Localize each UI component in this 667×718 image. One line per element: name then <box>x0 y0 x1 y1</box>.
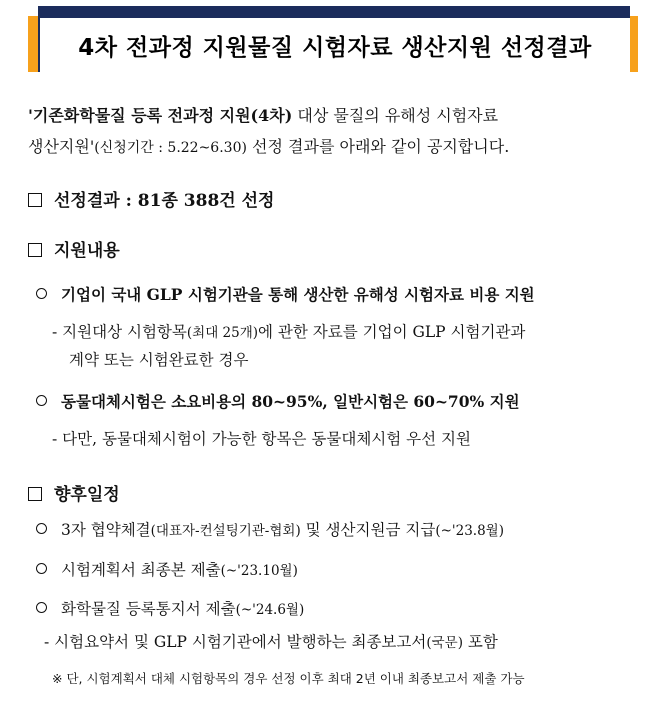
circle-bullet-icon <box>36 563 47 574</box>
schedule-item-3 <box>36 597 304 619</box>
support-item-1-text: 기업이 국내 GLP 시험기관을 통해 생산한 유해성 시험자료 비용 지원 <box>61 285 535 304</box>
schedule-note <box>52 668 525 687</box>
square-bullet-icon <box>28 487 42 501</box>
schedule-sub-small: (국문) <box>426 635 463 651</box>
support-item-1-sub-line2-text: 계약 또는 시험완료한 경우 <box>69 351 249 369</box>
intro-part3: 선정 결과를 아래와 같이 공지합니다. <box>246 137 510 156</box>
support-heading-text: 지원내용 <box>54 241 120 261</box>
schedule-item-2 <box>36 558 298 580</box>
support-item-1-sub <box>52 320 525 342</box>
schedule-item-1 <box>36 518 504 540</box>
schedule-item-3-date: (~'24.6월) <box>235 602 305 618</box>
schedule-item-2-date: (~'23.10월) <box>220 563 298 579</box>
square-bullet-icon <box>28 243 42 257</box>
support-item-2 <box>36 390 520 412</box>
square-bullet-icon <box>28 193 42 207</box>
intro-paragraph <box>28 100 648 164</box>
support-item-2-sub <box>52 427 471 449</box>
support-item-1-sub-a: - 지원대상 시험항목 <box>52 323 187 341</box>
schedule-sub <box>44 630 498 652</box>
intro-period: (신청기간 : 5.22~6.30) <box>94 140 247 156</box>
intro-bold: '기존화학물질 등록 전과정 지원(4차) <box>28 106 293 125</box>
page-title: 4차 전과정 지원물질 시험자료 생산지원 선정결과 <box>78 34 592 61</box>
schedule-heading <box>28 480 120 505</box>
intro-part1: 대상 물질의 유해성 시험자료 <box>292 106 499 125</box>
circle-bullet-icon <box>36 523 47 534</box>
support-item-1-sub-line2 <box>69 348 249 370</box>
support-item-2-sub-text: - 다만, 동물대체시험이 가능한 항목은 동물대체시험 우선 지원 <box>52 430 471 448</box>
schedule-sub-b: 포함 <box>462 633 498 651</box>
circle-bullet-icon <box>36 602 47 613</box>
schedule-note-text: ※ 단, 시험계획서 대체 시험항목의 경우 선정 이후 최대 2년 이내 최종보고서 제출 가능 <box>52 671 525 686</box>
title-banner <box>28 6 638 84</box>
schedule-item-1-b: 및 생산지원금 지급 <box>300 521 436 539</box>
support-item-1-sub-small: (최대 25개) <box>186 325 259 341</box>
circle-bullet-icon <box>36 288 47 299</box>
result-heading <box>28 186 274 211</box>
schedule-item-1-date: (~'23.8월) <box>435 523 504 539</box>
banner-box <box>40 18 630 72</box>
schedule-item-1-a: 3자 협약체결 <box>61 521 151 539</box>
schedule-heading-text: 향후일정 <box>54 485 120 505</box>
result-text: 선정결과 : 81종 388건 선정 <box>54 191 275 211</box>
schedule-item-3-a: 화학물질 등록통지서 제출 <box>61 600 236 618</box>
circle-bullet-icon <box>36 395 47 406</box>
schedule-sub-a: - 시험요약서 및 GLP 시험기관에서 발행하는 최종보고서 <box>44 633 427 651</box>
support-item-2-text: 동물대체시험은 소요비용의 80~95%, 일반시험은 60~70% 지원 <box>61 392 520 411</box>
support-item-1 <box>36 283 535 305</box>
schedule-item-1-small: (대표자-컨설팅기관-협회) <box>150 523 301 539</box>
intro-part2: 생산지원' <box>28 137 95 156</box>
support-heading <box>28 236 120 261</box>
support-item-1-sub-b: 에 관한 자료를 기업이 GLP 시험기관과 <box>258 323 526 341</box>
schedule-item-2-a: 시험계획서 최종본 제출 <box>61 561 221 579</box>
